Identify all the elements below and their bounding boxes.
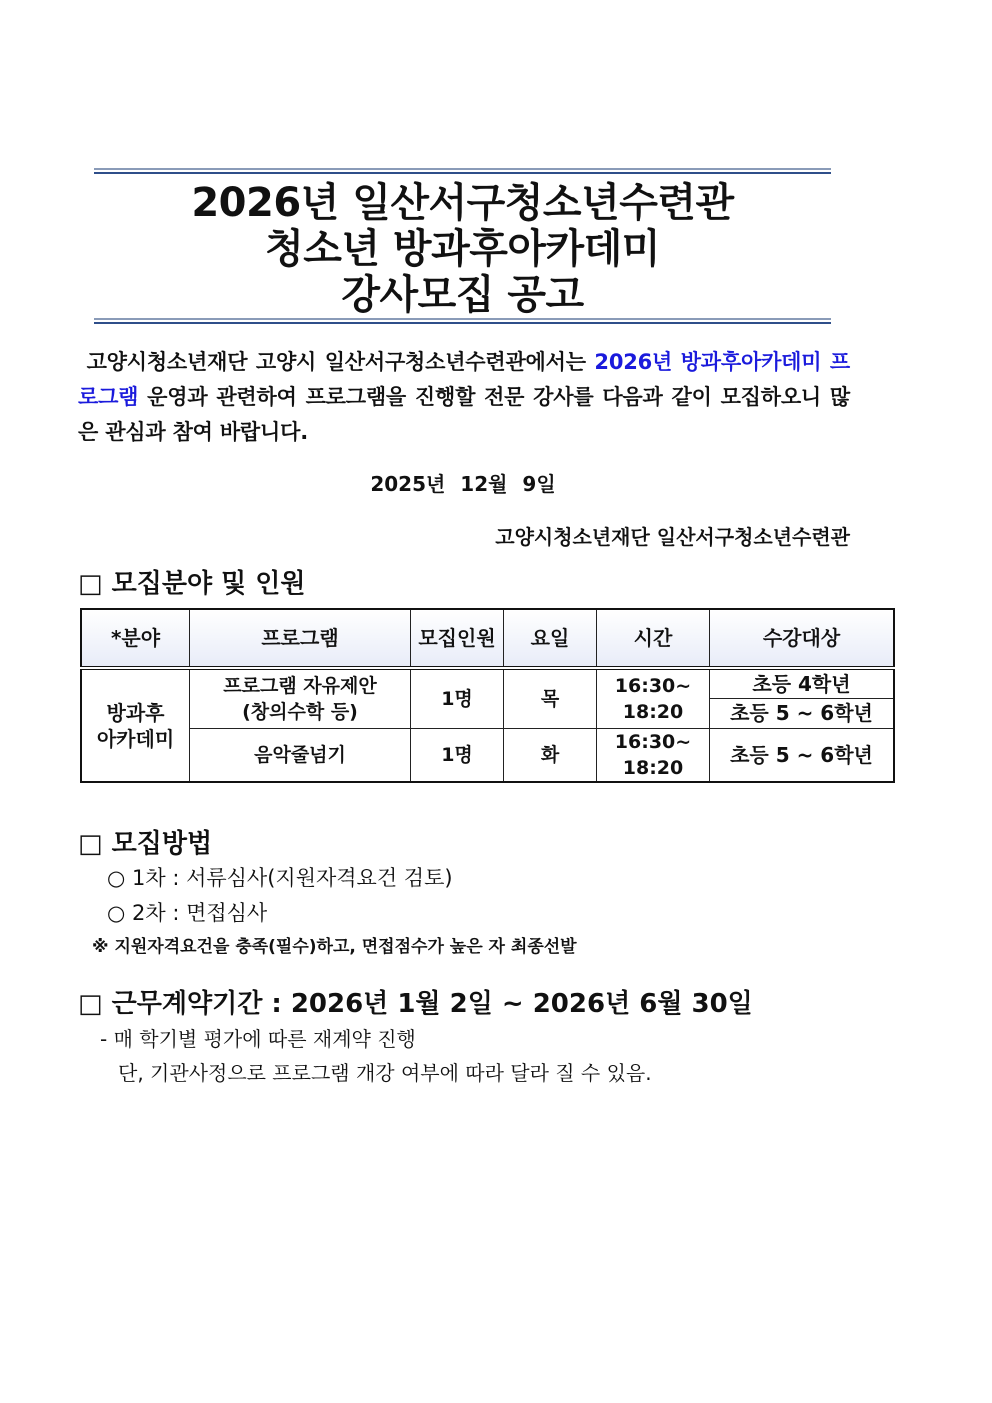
program-line-1: 프로그램 자유제안 [223,674,377,697]
method-item-1: ○ 1차 : 서류심사(지원자격요건 검토) [107,866,453,890]
header-target: 수강대상 [710,609,895,668]
header-program: 프로그램 [190,609,411,668]
header-field: *분야 [81,609,190,668]
table-row [81,728,894,782]
announcement-date: 2025년 12월 9일 [370,472,556,496]
organization-name: 고양시청소년재단 일산서구청소년수련관 [495,525,850,549]
page-title [94,180,831,318]
intro-paragraph [78,345,850,450]
contract-line-2: 단, 기관사정으로 프로그램 개강 여부에 따라 달라 질 수 있음. [118,1061,652,1085]
title-line-1: 2026년 일산서구청소년수련관 [191,180,734,226]
cell-time [597,728,710,782]
table-row [81,668,894,698]
header-day: 요일 [504,609,597,668]
intro-highlight: 2026년 방과후아카데미 프로그램 [78,350,850,409]
time-end: 18:20 [622,756,684,779]
title-bottom-rule [94,318,831,324]
cell-target-a: 초등 5 ~ 6학년 [710,728,895,782]
intro-part-1: 고양시청소년재단 고양시 일산서구청소년수련관에서는 [86,350,595,374]
title-line-3: 강사모집 공고 [341,272,584,318]
method-item-2: ○ 2차 : 면접심사 [107,901,268,925]
contract-line-1: - 매 학기별 평가에 따른 재계약 진행 [100,1027,416,1051]
section-contract-heading: □ 근무계약기간 : 2026년 1월 2일 ~ 2026년 6월 30일 [78,989,753,1019]
cell-program: 음악줄넘기 [190,728,411,782]
time-start: 16:30~ [614,674,692,697]
title-box [94,168,831,326]
section-recruit-heading: □ 모집분야 및 인원 [78,569,306,599]
cell-program [190,668,411,728]
cell-day: 화 [504,728,597,782]
time-end: 18:20 [622,700,684,723]
cell-count: 1명 [411,728,504,782]
recruit-table [80,608,895,783]
time-start: 16:30~ [614,730,692,753]
cell-time [597,668,710,728]
intro-part-2: 운영과 관련하여 프로그램을 진행할 전문 강사를 다음과 같이 모집하오니 많은 관심과 참여 바랍니다. [78,385,850,444]
program-line-2: (창의수학 등) [242,700,358,723]
title-top-rule [94,168,831,174]
cell-target-a: 초등 4학년 [710,668,895,698]
table-header-row [81,609,894,668]
section-method-heading: □ 모집방법 [78,829,213,859]
cell-count: 1명 [411,668,504,728]
cell-target-b: 초등 5 ~ 6학년 [710,698,895,728]
header-count: 모집인원 [411,609,504,668]
title-line-2: 청소년 방과후아카데미 [265,226,660,272]
method-note: ※ 지원자격요건을 충족(필수)하고, 면접점수가 높은 자 최종선발 [92,937,577,957]
cell-day: 목 [504,668,597,728]
header-time: 시간 [597,609,710,668]
cell-field: 방과후 아카데미 [81,668,190,782]
